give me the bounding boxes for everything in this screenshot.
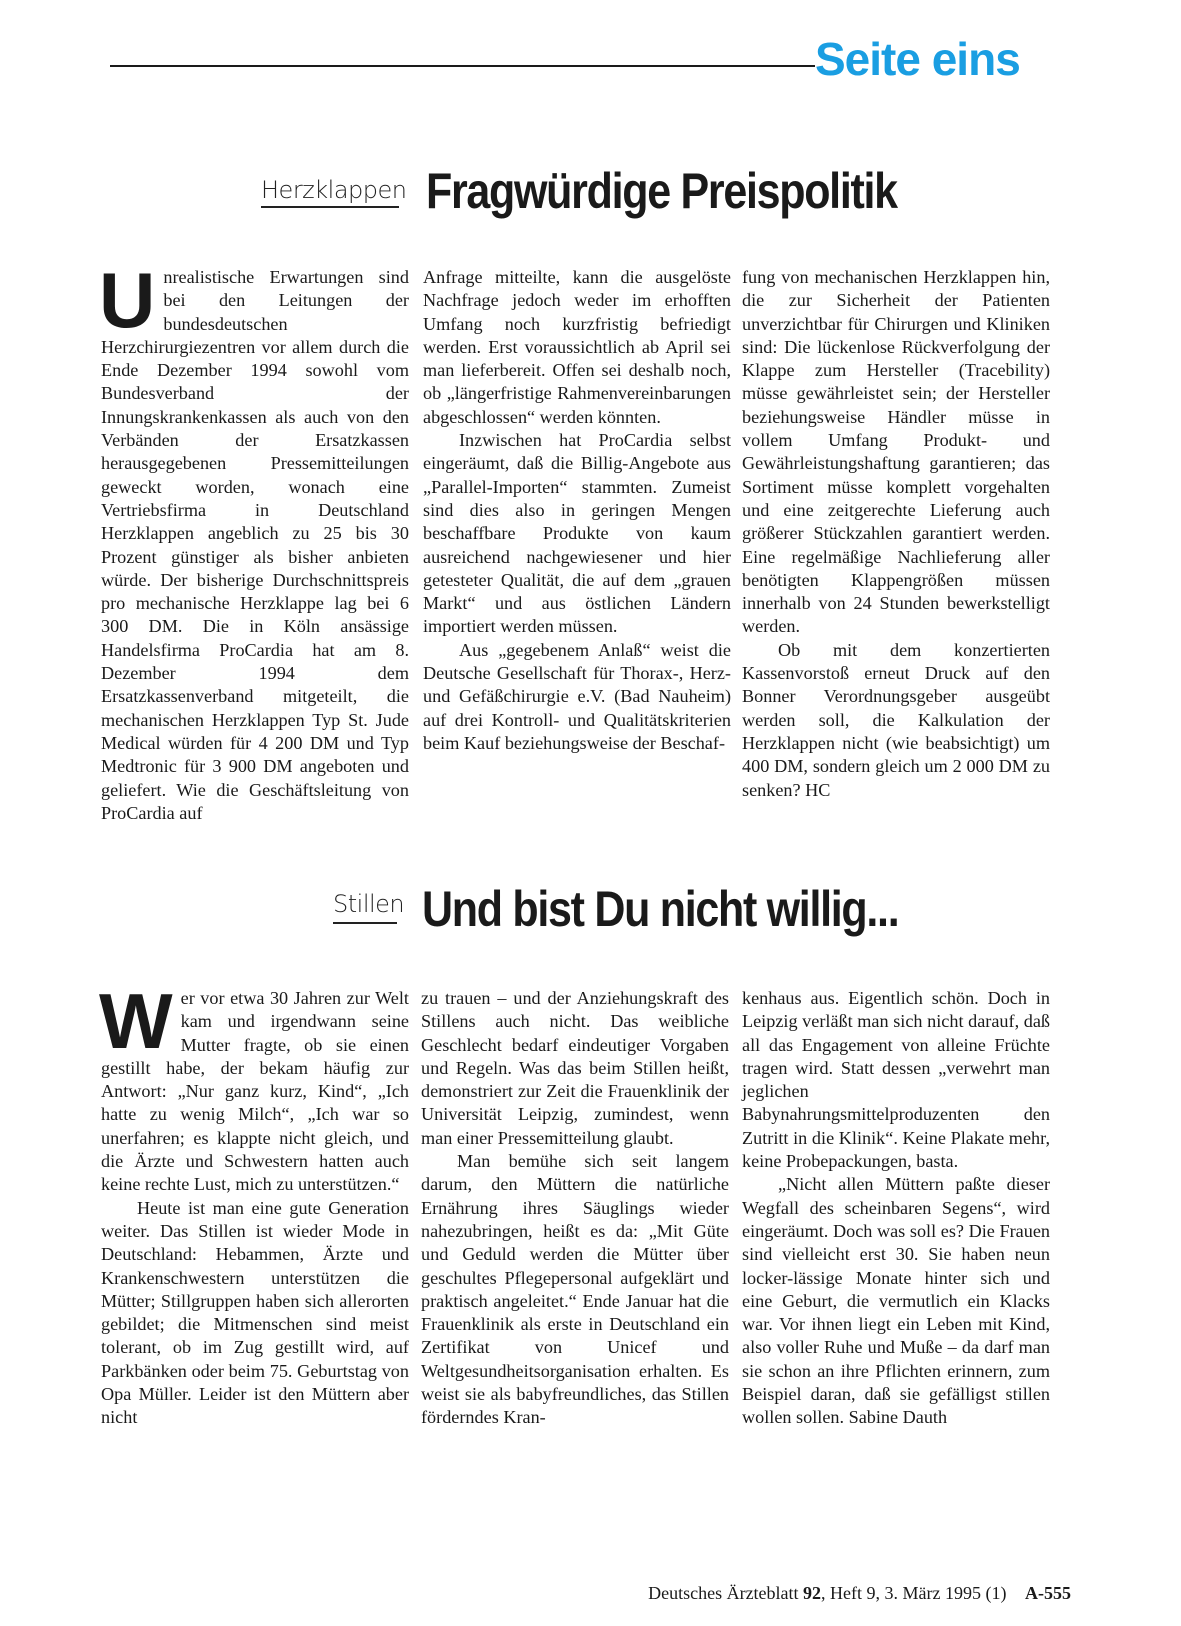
- article2-paragraph: zu trauen – und der Anziehungskraft des Stillens auch nicht. Das weibliche Geschlecht bedarf eindeutiger Vorgaben und Regeln. Was das beim Stillen heißt, demonstriert zur Zeit die Frauenklinik der Universität Leipzig, zumindest, wenn man einer Pressemitteilung glaubt.: [421, 988, 729, 1148]
- footer-page-number: A-555: [1025, 1583, 1071, 1603]
- section-title: Seite eins: [815, 33, 1020, 85]
- article2-column-3: [742, 987, 1050, 1430]
- article2-paragraph: kenhaus aus. Eigentlich schön. Doch in Leipzig verläßt man sich nicht darauf, daß all das Engagement von alleine Früchte tragen wird. Statt dessen „verwehrt man jeglichen Babynahrungsmittelproduzenten den Zutritt in die Klinik“. Keine Plakate mehr, keine Probepackungen, basta.: [742, 988, 1050, 1172]
- article2-column-2: [421, 987, 729, 1430]
- article2-paragraph: Man bemühe sich seit langem darum, den Müttern die natürliche Ernährung ihres Säuglings wieder nahezubringen, heißt es da: „Mit Güte und Geduld werden die Mütter über geschultes Pflegepersonal aufgeklärt und praktisch angeleitet.“ Ende Januar hat die Frauenklinik als erste in Deutschland ein Zertifikat von Unicef und Weltgesundheitsorganisation erhalten. Es weist sie als babyfreundliches, das Stillen förderndes Kran-: [421, 1151, 729, 1428]
- article1-column-2: [423, 266, 731, 755]
- footer-journal: Deutsches Ärzteblatt: [648, 1583, 799, 1603]
- article1-paragraph: Ob mit dem konzertierten Kassenvorstoß erneut Druck auf den Bonner Verordnungsgeber ausgeübt werden soll, die Kalkulation der Herzklappen nicht (wie beabsichtigt) um 400 DM, sondern gleich um 2 000 DM zu senken? HC: [742, 639, 1050, 800]
- article2-paragraph: er vor etwa 30 Jahren zur Welt kam und irgendwann seine Mutter fragte, ob sie einen gestillt habe, der bekam häufig zur Antwort: „Nur ganz kurz, Kind“, „Ich hatte zu wenig Milch“, „Ich war so unerfahren; es klappte nicht gleich, und die Ärzte und Schwestern hatten auch keine rechte Lust, mich zu unterstützen.“: [101, 988, 409, 1195]
- article1-paragraph: Anfrage mitteilte, kann die ausgelöste Nachfrage jedoch weder im erhofften Umfang noch kurzfristig befriedigt werden. Erst voraussichtlich ab April sei man lieferbereit. Offen sei deshalb noch, ob „längerfristige Rahmenvereinbarungen abgeschlossen“ werden könnten.: [423, 267, 731, 427]
- article2-paragraph: Heute ist man eine gute Generation weiter. Das Stillen ist wieder Mode in Deutschland: Hebammen, Ärzte und Krankenschwestern unterstützen die Mütter; Stillgruppen haben sich allerorten gebildet; die Mitmenschen sind meist tolerant, ob im Zug gestillt wird, auf Parkbänken oder beim 75. Geburtstag von Opa Müller. Leider ist den Müttern aber nicht: [101, 1197, 409, 1428]
- article2-dropcap: W: [99, 977, 173, 1065]
- footer-volume: 92: [803, 1583, 822, 1603]
- article2-headline: Und bist Du nicht willig...: [422, 881, 899, 937]
- article1-paragraph: Aus „gegebenem Anlaß“ weist die Deutsche Gesellschaft für Thorax-, Herz- und Gefäßchirurgie e.V. (Bad Nauheim) auf drei Kontroll- und Qualitätskriterien beim Kauf beziehungsweise der Beschaf-: [423, 639, 731, 753]
- article2-column-1: [99, 977, 409, 1430]
- footer-issue: , Heft 9, 3. März 1995 (1): [821, 1583, 1007, 1603]
- page-footer: [648, 1583, 1071, 1604]
- article1-headline: Fragwürdige Preispolitik: [426, 163, 897, 219]
- article1-kicker-underline: [261, 206, 399, 208]
- article2-kicker: Stillen: [333, 890, 405, 918]
- article1-paragraph: fung von mechanischen Herzklappen hin, die zur Sicherheit der Patienten unverzichtbar für Chirurgen und Kliniken sind: Die lückenlose Rückverfolgung der Klappe zum Hersteller (Tracebility) müsse gewährleistet sein; der Hersteller beziehungsweise Händler müsse in vollem Umfang Produkt- und Gewährleistungshaftung garantieren; das Sortiment müsse komplett vorgehalten und eine zeitgerechte Lieferung auch größerer Stückzahlen garantiert werden. Eine regelmäßige Nachlieferung aller benötigten Klappengrößen müssen innerhalb von 24 Stunden bewerkstelligt werden.: [742, 267, 1050, 637]
- article1-paragraph: Inzwischen hat ProCardia selbst eingeräumt, daß die Billig-Angebote aus „Parallel-Importen“ stammten. Zumeist sind dies also in geringen Mengen beschaffbare Produkte von kaum ausreichend nachgewiesener und hier getesteter Qualität, die auf dem „grauen Markt“ und aus östlichen Ländern importiert werden müssen.: [423, 430, 731, 637]
- header-rule: [110, 65, 815, 67]
- article2-kicker-underline: [333, 922, 397, 924]
- article1-paragraph: nrealistische Erwartungen sind bei den Leitungen der bundesdeutschen Herzchirurgiezentren vor allem durch die Ende Dezember 1994 sowohl vom Bundesverband der Innungskrankenkassen als auch von den Verbänden der Ersatzkassen herausgegebenen Pressemitteilungen geweckt worden, wonach eine Vertriebsfirma in Deutschland Herzklappen angeblich zu 25 bis 30 Prozent günstiger als bisher anbieten würde. Der bisherige Durchschnittspreis pro mechanische Herzklappe lag bei 6 300 DM. Die in Köln ansässige Handelsfirma ProCardia hat am 8. Dezember 1994 dem Ersatzkassenverband mitgeteilt, die mechanischen Herzklappen Typ St. Jude Medical würden für 4 200 DM und Typ Medtronic für 3 900 DM angeboten und geliefert. Wie die Geschäftsleitung von ProCardia auf: [101, 267, 409, 823]
- article1-column-3: [742, 266, 1050, 802]
- article1-kicker: Herzklappen: [261, 176, 407, 204]
- article1-dropcap: U: [99, 256, 156, 344]
- article1-column-1: [99, 256, 409, 825]
- article2-paragraph: „Nicht allen Müttern paßte dieser Wegfall des scheinbaren Segens“, wird eingeräumt. Doch was soll es? Die Frauen sind vielleicht erst 30. Sie haben neun locker-lässige Monate hinter sich und eine Geburt, die vermutlich ein Klacks war. Vor ihnen liegt ein Leben mit Kind, also voller Ruhe und Muße – da darf man sie schon an ihre Pflichten erinnern, zum Beispiel daran, daß sie gefälligst stillen wollen sollen. Sabine Dauth: [742, 1174, 1050, 1428]
